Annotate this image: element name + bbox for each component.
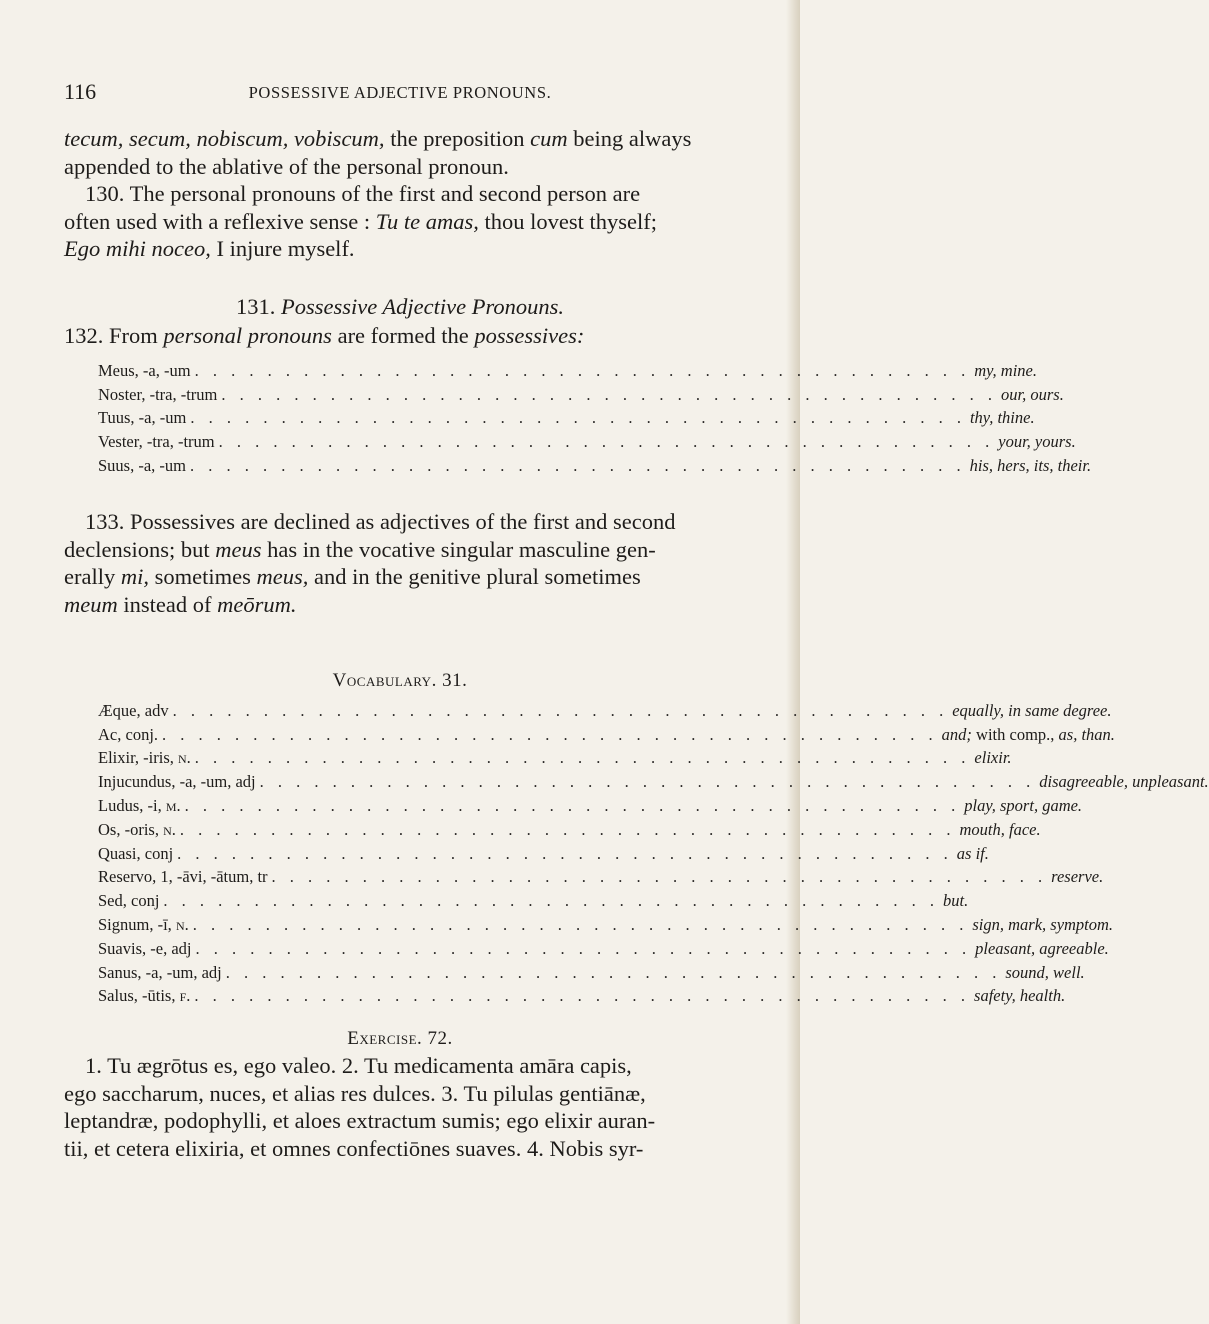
vocabulary-latin: Ludus, -i, m. [98, 795, 181, 815]
vocabulary-latin: Injucundus, -a, -um, adj [98, 772, 256, 792]
leader-dots: . . . . . . . . . . . . . . . . . . . . . . . . . . . . . . . . . . . . . . . . . . . [194, 986, 971, 1006]
vocabulary-english: sound, well. [1005, 962, 1085, 982]
section-131-title: 131. Possessive Adjective Pronouns. [235, 294, 565, 319]
possessive-latin: Tuus, -a, -um [98, 408, 187, 428]
vocabulary-row [98, 697, 1112, 721]
leader-dots: . . . . . . . . . . . . . . . . . . . . . . . . . . . . . . . . . . . . . . . . . . . [184, 795, 961, 815]
vocabulary-latin: Salus, -ūtis, f. [98, 986, 191, 1006]
vocabulary-english: as if. [956, 843, 989, 863]
vocabulary-gender: m. [165, 795, 181, 815]
leader-dots: . . . . . . . . . . . . . . . . . . . . . . . . . . . . . . . . . . . . . . . . . . . [163, 891, 940, 911]
vocabulary-latin: Sanus, -a, -um, adj [98, 962, 222, 982]
leader-dots: . . . . . . . . . . . . . . . . . . . . . . . . . . . . . . . . . . . . . . . . . . . [225, 962, 1002, 982]
paragraph-132: 132. From personal pronouns are formed the possessives: [64, 323, 585, 348]
paragraph-133-line-4: meum instead of meōrum. [64, 591, 297, 617]
running-head: POSSESSIVE ADJECTIVE PRONOUNS. [248, 83, 552, 102]
vocabulary-latin: Sed, conj [98, 891, 160, 911]
vocabulary-latin: Ac, conj. [98, 724, 159, 744]
possessive-row [98, 405, 1035, 429]
page-header [0, 79, 800, 109]
possessive-latin: Meus, -a, -um [98, 360, 191, 380]
possessive-english: your, yours. [998, 432, 1076, 452]
vocabulary-row [98, 911, 1114, 935]
vocabulary-english: equally, in same degree. [952, 700, 1112, 720]
possessive-latin: Vester, -tra, -trum [98, 432, 215, 452]
vocabulary-english: elixir. [974, 748, 1012, 768]
exercise-paragraph [64, 1052, 736, 1162]
exercise-heading: Exercise. 72. [347, 1028, 453, 1049]
vocabulary-latin: Æque, adv [98, 700, 169, 720]
vocabulary-english: sign, mark, symptom. [972, 914, 1114, 934]
paragraph-133 [64, 508, 736, 618]
leader-dots: . . . . . . . . . . . . . . . . . . . . . . . . . . . . . . . . . . . . . . . . . . . [221, 384, 998, 404]
continuation-line-1: tecum, secum, nobiscum, vobiscum, the preposition cum being always [64, 126, 692, 151]
vocabulary-row [98, 887, 969, 911]
possessive-latin: Suus, -a, -um [98, 455, 186, 475]
leader-dots: . . . . . . . . . . . . . . . . . . . . . . . . . . . . . . . . . . . . . . . . . . . [194, 748, 971, 768]
leader-dots: . . . . . . . . . . . . . . . . . . . . . . . . . . . . . . . . . . . . . . . . . . . [172, 700, 949, 720]
continuation-paragraph [64, 125, 736, 180]
leader-dots: . . . . . . . . . . . . . . . . . . . . . . . . . . . . . . . . . . . . . . . . . . . [194, 360, 971, 380]
possessive-latin: Noster, -tra, -trum [98, 384, 218, 404]
vocabulary-heading: Vocabulary. 31. [332, 670, 468, 691]
possessive-row [98, 452, 1092, 476]
paragraph-130-line-2: often used with a reflexive sense : Tu te amas, thou lovest thyself; [64, 208, 658, 234]
leader-dots: . . . . . . . . . . . . . . . . . . . . . . . . . . . . . . . . . . . . . . . . . . . [179, 819, 956, 839]
vocabulary-row [98, 864, 1104, 888]
vocabulary-row [98, 935, 1109, 959]
possessive-english: our, ours. [1001, 384, 1064, 404]
exercise-line-2: ego saccharum, nuces, et alias res dulces. 3. Tu pilulas gentiānæ, [64, 1080, 646, 1106]
leader-dots: . . . . . . . . . . . . . . . . . . . . . . . . . . . . . . . . . . . . . . . . . . . [218, 432, 995, 452]
leader-dots: . . . . . . . . . . . . . . . . . . . . . . . . . . . . . . . . . . . . . . . . . . . [259, 772, 1036, 792]
vocabulary-english: disagreeable, unpleasant. [1039, 772, 1209, 792]
vocabulary-english: mouth, face. [959, 819, 1041, 839]
possessive-row [98, 428, 1076, 452]
continuation-line-2: appended to the ablative of the personal pronoun. [64, 153, 509, 179]
possessives-list [98, 357, 1092, 476]
leader-dots: . . . . . . . . . . . . . . . . . . . . . . . . . . . . . . . . . . . . . . . . . . . [190, 408, 966, 428]
possessive-row [98, 357, 1037, 381]
vocabulary-row [98, 983, 1066, 1007]
paragraph-130 [64, 180, 736, 263]
vocabulary-gender: f. [179, 986, 191, 1006]
possessive-english: thy, thine. [969, 408, 1035, 428]
vocabulary-row [98, 840, 989, 864]
leader-dots: . . . . . . . . . . . . . . . . . . . . . . . . . . . . . . . . . . . . . . . . . . . [192, 914, 969, 934]
page-number: 116 [64, 79, 97, 104]
vocabulary-row [98, 959, 1085, 983]
vocabulary-row [98, 816, 1041, 840]
vocabulary-row [98, 768, 1209, 792]
paragraph-133-line-3: erally mi, sometimes meus, and in the genitive plural sometimes [64, 564, 641, 589]
vocabulary-latin: Os, -oris, n. [98, 819, 176, 839]
vocabulary-english: pleasant, agreeable. [975, 938, 1109, 958]
vocabulary-latin: Suavis, -e, adj [98, 938, 192, 958]
vocabulary-gender: n. [178, 748, 191, 768]
vocabulary-english: play, sport, game. [964, 795, 1083, 815]
vocabulary-english: but. [943, 891, 969, 911]
leader-dots: . . . . . . . . . . . . . . . . . . . . . . . . . . . . . . . . . . . . . . . . . . . [190, 455, 966, 475]
possessive-row [98, 381, 1064, 405]
exercise-line-1: 1. Tu ægrōtus es, ego valeo. 2. Tu medicamenta amāra capis, [85, 1053, 632, 1078]
possessive-english: his, hers, its, their. [969, 455, 1092, 475]
exercise-line-4: tii, et cetera elixiria, et omnes confectiōnes suaves. 4. Nobis syr- [64, 1135, 644, 1161]
vocabulary-latin: Elixir, -iris, n. [98, 748, 191, 768]
vocabulary-latin: Signum, -ī, n. [98, 914, 189, 934]
vocabulary-latin: Quasi, conj [98, 843, 174, 863]
vocabulary-english: reserve. [1051, 867, 1104, 887]
paragraph-130-line-1: 130. The personal pronouns of the first and second person are [85, 181, 641, 206]
vocabulary-gender: n. [163, 819, 176, 839]
paragraph-130-line-3: Ego mihi noceo, I injure myself. [64, 236, 355, 261]
page-edge-shadow [786, 0, 800, 1324]
leader-dots: . . . . . . . . . . . . . . . . . . . . . . . . . . . . . . . . . . . . . . . . . . . [162, 724, 938, 744]
vocabulary-english: safety, health. [974, 986, 1066, 1006]
exercise-line-3: leptandræ, podophylli, et aloes extractum sumis; ego elixir auran- [64, 1108, 656, 1133]
vocabulary-english: and; with comp., as, than. [941, 724, 1115, 744]
possessive-english: my, mine. [974, 360, 1037, 380]
leader-dots: . . . . . . . . . . . . . . . . . . . . . . . . . . . . . . . . . . . . . . . . . . . [195, 938, 972, 958]
leader-dots: . . . . . . . . . . . . . . . . . . . . . . . . . . . . . . . . . . . . . . . . . . . [271, 867, 1048, 887]
vocabulary-row [98, 745, 1012, 769]
vocabulary-gender: n. [175, 914, 189, 934]
leader-dots: . . . . . . . . . . . . . . . . . . . . . . . . . . . . . . . . . . . . . . . . . . . [177, 843, 953, 863]
vocabulary-list [98, 697, 1209, 1006]
vocabulary-row [98, 721, 1115, 745]
paragraph-133-line-1: 133. Possessives are declined as adjectives of the first and second [85, 509, 676, 534]
vocabulary-latin: Reservo, 1, -āvi, -ātum, tr [98, 867, 268, 887]
vocabulary-row [98, 792, 1083, 816]
paragraph-133-line-2: declensions; but meus has in the vocative singular masculine gen- [64, 536, 656, 562]
